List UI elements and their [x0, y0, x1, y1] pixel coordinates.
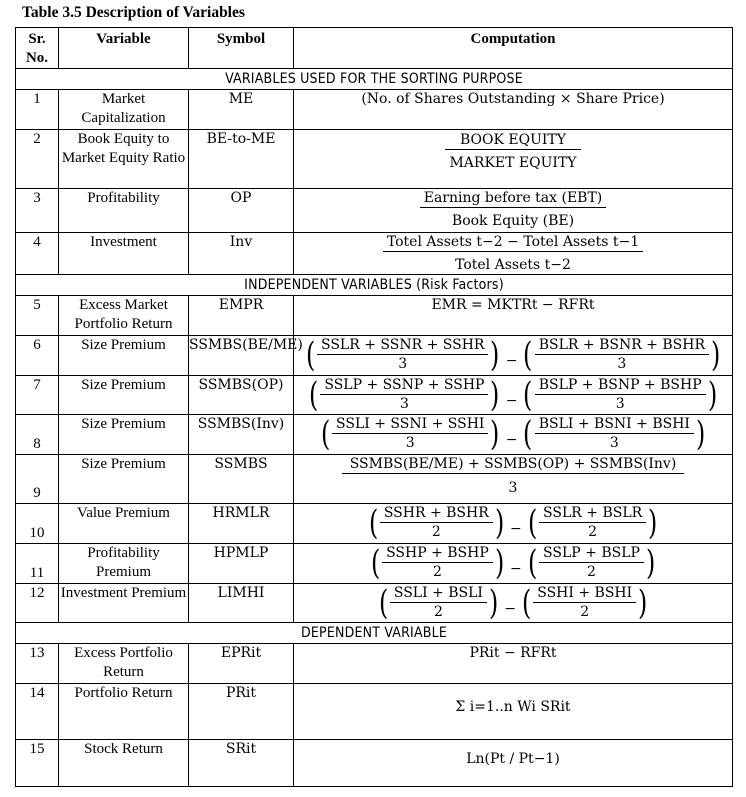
variable-name: Value Premium	[59, 504, 189, 544]
row-number: 14	[16, 684, 59, 740]
table-row	[16, 740, 733, 787]
table-row	[16, 296, 733, 336]
variable-name: Book Equity to Market Equity Ratio	[59, 130, 189, 189]
fraction	[342, 455, 685, 497]
symbol: HPMLP	[189, 544, 294, 584]
denominator: 2	[587, 564, 596, 580]
table-caption: Table 3.5 Description of Variables	[22, 4, 245, 21]
computation: ( $\frac{\text{SSLI + BSLI}}{2}$ ) − ( $\frac{\text{SSHI + BSHI}}{2}$ )	[294, 584, 733, 623]
right-group: ( $\frac{\text{BSLR + BSNR + BSHR}}{3}$ )	[523, 334, 721, 375]
right-group: ( $\frac{\text{BSLI + BSNI + BSHI}}{3}$ )	[523, 413, 706, 454]
header-variable: Variable	[59, 28, 189, 69]
symbol: BE-to-ME	[189, 130, 294, 189]
variables-table	[15, 27, 733, 787]
variable-name: Size Premium	[59, 336, 189, 376]
numerator: BSLR + BSNR + BSHR	[535, 336, 709, 355]
denominator: 3	[617, 356, 627, 372]
denominator: 2	[432, 564, 442, 580]
row-number: 11	[16, 544, 59, 584]
computation	[294, 455, 733, 504]
computation: ( $\frac{\text{SSHP + BSHP}}{2}$ ) − ( $\frac{\text{SSLP + BSLP}}{2}$ )	[294, 544, 733, 584]
denominator: Totel Assets t−2	[455, 257, 571, 273]
computation: PRit − RFRt	[294, 644, 733, 684]
variable-name: Investment	[59, 233, 189, 275]
numerator: Earning before tax (EBT)	[420, 189, 607, 208]
left-group: ( $\frac{\text{SSLI + BSLI}}{2}$ )	[378, 582, 499, 623]
section-row	[16, 69, 733, 90]
variable-name: Excess Portfolio Return	[59, 644, 189, 684]
table-row	[16, 90, 733, 130]
row-number: 6	[16, 336, 59, 376]
numerator: SSHR + BSHR	[380, 504, 493, 523]
computation: EMR = MKTRt − RFRt	[294, 296, 733, 336]
variable-name: Portfolio Return	[59, 684, 189, 740]
table-row	[16, 376, 733, 415]
denominator: 3	[615, 396, 625, 412]
numerator: SSMBS(BE/ME) + SSMBS(OP) + SSMBS(Inv)	[342, 455, 685, 474]
computation: ( $\frac{\text{SSLR + SSNR + SSHR}}{3}$ ) − ( $\frac{\text{BSLR + BSNR + BSHR}}{3}$ )	[294, 336, 733, 376]
denominator: 2	[431, 524, 441, 540]
table-row	[16, 684, 733, 740]
denominator: 2	[580, 604, 590, 620]
numerator: SSLP + BSLP	[539, 544, 644, 563]
header-sr: Sr. No.	[16, 28, 59, 69]
table-row	[16, 584, 733, 623]
row-number: 1	[16, 90, 59, 130]
table-row	[16, 415, 733, 455]
header-computation: Computation	[294, 28, 733, 69]
computation: ( $\frac{\text{SSLI + SSNI + SSHI}}{3}$ ) − ( $\frac{\text{BSLI + BSNI + BSHI}}{3}$ )	[294, 415, 733, 455]
table-row	[16, 130, 733, 189]
numerator: SSLI + BSLI	[390, 584, 487, 603]
symbol: HRMLR	[189, 504, 294, 544]
variable-name: Investment Premium	[59, 584, 189, 623]
computation	[294, 233, 733, 275]
computation: Σ i=1..n Wi SRit	[294, 684, 733, 740]
section-row	[16, 275, 733, 296]
left-group: ( $\frac{\text{SSHR + BSHR}}{2}$ )	[368, 502, 505, 543]
computation	[294, 130, 733, 189]
fraction	[420, 189, 607, 230]
variable-name: Excess Market Portfolio Return	[59, 296, 189, 336]
variable-name: Profitability Premium	[59, 544, 189, 584]
fraction	[383, 233, 643, 274]
row-number: 15	[16, 740, 59, 787]
computation: Ln(Pt / Pt−1)	[294, 740, 733, 787]
symbol: OP	[189, 189, 294, 233]
row-number: 9	[16, 455, 59, 504]
variable-name: Profitability	[59, 189, 189, 233]
denominator: 3	[399, 396, 409, 412]
row-number: 4	[16, 233, 59, 275]
numerator: BOOK EQUITY	[445, 131, 580, 150]
variable-name: Size Premium	[59, 455, 189, 504]
numerator: BSLP + BSNP + BSHP	[535, 376, 706, 395]
denominator: 2	[588, 524, 598, 540]
numerator: SSLR + SSNR + SSHR	[317, 336, 488, 355]
section-sorting: VARIABLES USED FOR THE SORTING PURPOSE	[16, 69, 733, 90]
row-number: 7	[16, 376, 59, 415]
variable-name: Market Capitalization	[59, 90, 189, 130]
denominator: 2	[433, 604, 443, 620]
symbol: SSMBS(Inv)	[189, 415, 294, 455]
symbol: SSMBS(BE/ME)	[189, 336, 294, 376]
numerator: SSLR + BSLR	[539, 504, 646, 523]
row-number: 5	[16, 296, 59, 336]
numerator: BSLI + BSNI + BSHI	[535, 415, 694, 434]
numerator: SSHI + BSHI	[533, 584, 636, 603]
table-row	[16, 504, 733, 544]
table-row	[16, 544, 733, 584]
variable-name: Size Premium	[59, 415, 189, 455]
denominator: 3	[508, 480, 518, 496]
symbol: SSMBS(OP)	[189, 376, 294, 415]
symbol: PRit	[189, 684, 294, 740]
left-group: ( $\frac{\text{SSLP + SSNP + SSHP}}{3}$ )	[309, 374, 500, 415]
symbol: SSMBS	[189, 455, 294, 504]
symbol: SRit	[189, 740, 294, 787]
left-group: ( $\frac{\text{SSLI + SSNI + SSHI}}{3}$ )	[320, 413, 500, 454]
denominator: 3	[405, 435, 415, 451]
right-group: ( $\frac{\text{SSLR + BSLR}}{2}$ )	[527, 502, 658, 543]
symbol: EPRit	[189, 644, 294, 684]
table-row	[16, 336, 733, 376]
left-group: ( $\frac{\text{SSLR + SSNR + SSHR}}{3}$ )	[305, 334, 500, 375]
row-number: 2	[16, 130, 59, 189]
symbol: Inv	[189, 233, 294, 275]
denominator: MARKET EQUITY	[449, 155, 577, 171]
right-group: ( $\frac{\text{SSLP + BSLP}}{2}$ )	[527, 542, 656, 583]
table-row	[16, 233, 733, 275]
table-row	[16, 189, 733, 233]
row-number: 3	[16, 189, 59, 233]
numerator: SSHP + BSHP	[382, 544, 493, 563]
section-row	[16, 623, 733, 644]
header-symbol: Symbol	[189, 28, 294, 69]
computation: ( $\frac{\text{SSLP + SSNP + SSHP}}{3}$ ) − ( $\frac{\text{BSLP + BSNP + BSHP}}{3}$ )	[294, 376, 733, 415]
row-number: 10	[16, 504, 59, 544]
numerator: SSLI + SSNI + SSHI	[332, 415, 488, 434]
denominator: 3	[609, 435, 619, 451]
row-number: 12	[16, 584, 59, 623]
denominator: 3	[398, 356, 408, 372]
symbol: ME	[189, 90, 294, 130]
row-number: 13	[16, 644, 59, 684]
numerator: Totel Assets t−2 − Totel Assets t−1	[383, 233, 643, 252]
right-group: ( $\frac{\text{BSLP + BSNP + BSHP}}{3}$ )	[523, 374, 717, 415]
section-dependent: DEPENDENT VARIABLE	[16, 623, 733, 644]
computation	[294, 189, 733, 233]
symbol: EMPR	[189, 296, 294, 336]
variable-name: Size Premium	[59, 376, 189, 415]
numerator: SSLP + SSNP + SSHP	[320, 376, 488, 395]
denominator: Book Equity (BE)	[451, 213, 575, 229]
left-group: ( $\frac{\text{SSHP + BSHP}}{2}$ )	[370, 542, 505, 583]
table-row	[16, 644, 733, 684]
variable-name: Stock Return	[59, 740, 189, 787]
section-independent: INDEPENDENT VARIABLES (Risk Factors)	[16, 275, 733, 296]
table-row	[16, 455, 733, 504]
right-group: ( $\frac{\text{SSHI + BSHI}}{2}$ )	[521, 582, 648, 623]
computation: ( $\frac{\text{SSHR + BSHR}}{2}$ ) − ( $\frac{\text{SSLR + BSLR}}{2}$ )	[294, 504, 733, 544]
row-number: 8	[16, 415, 59, 455]
fraction	[445, 131, 580, 172]
computation: (No. of Shares Outstanding × Share Price)	[294, 90, 733, 130]
symbol: LIMHI	[189, 584, 294, 623]
header-row	[16, 28, 733, 69]
